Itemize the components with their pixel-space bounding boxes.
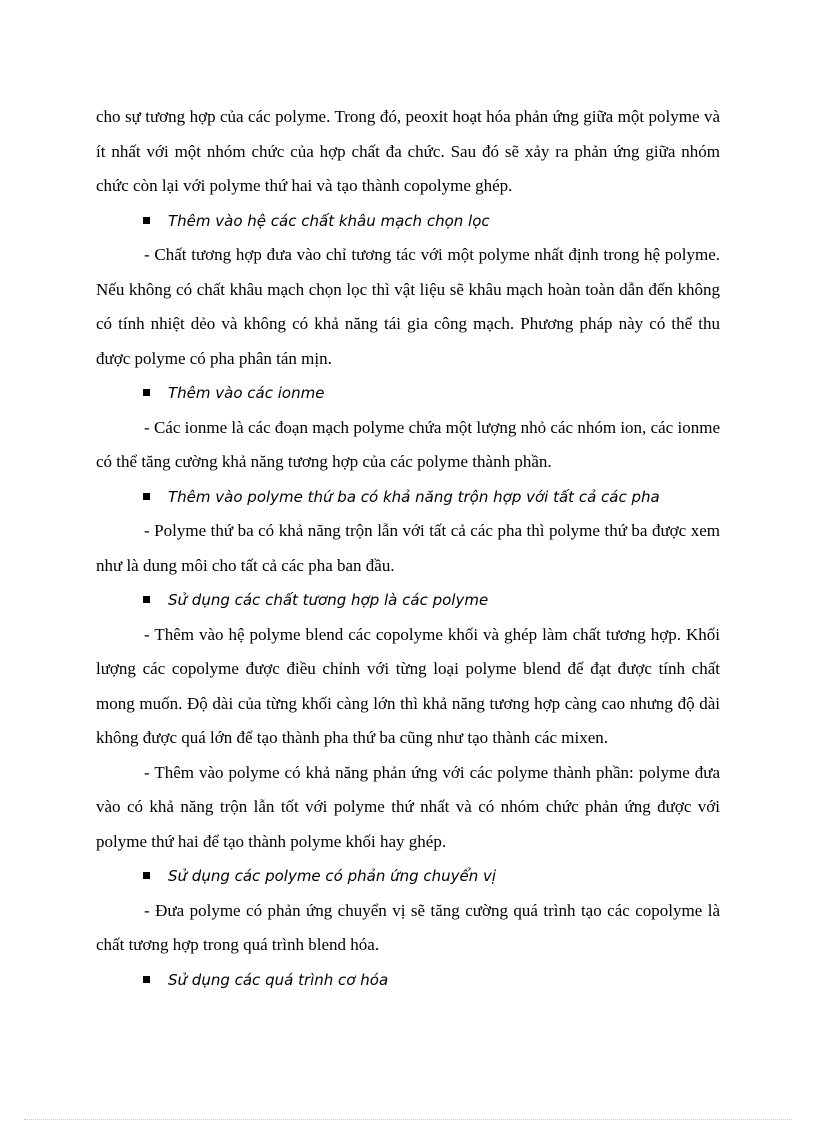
bullet-text: Thêm vào polyme thứ ba có khả năng trộn hợp với tất cả các pha [168,487,660,506]
paragraph-4: - Polyme thứ ba có khả năng trộn lẫn với tất cả các pha thì polyme thứ ba được xem như là dung môi cho tất cả các pha ban đầu. [96,521,720,575]
paragraph-6: - Thêm vào polyme có khả năng phản ứng với các polyme thành phần: polyme đưa vào có khả năng trộn lẫn tốt với polyme thứ nhất và có nhóm chức phản ứng được với polyme thứ hai để tạo thành polyme khối hay ghép. [96,762,720,851]
square-bullet-icon [143,217,150,224]
bullet-text: Sử dụng các polyme có phản ứng chuyển vị [168,867,497,885]
square-bullet-icon [143,493,150,500]
bullet-text: Thêm vào hệ các chất khâu mạch chọn lọc [168,211,490,230]
bullet-text: Sử dụng các chất tương hợp là các polyme [168,591,489,609]
square-bullet-icon [143,976,150,983]
bullet-item-1 [96,204,720,239]
bullet-item-2 [96,376,720,411]
paragraph-3: - Các ionme là các đoạn mạch polyme chứa một lượng nhỏ các nhóm ion, các ionme có thể tăng cường khả năng tương hợp của các polyme thành phần. [96,417,720,471]
paragraph-1: cho sự tương hợp của các polyme. Trong đó, peoxit hoạt hóa phản ứng giữa một polyme và ít nhất với một nhóm chức của hợp chất đa chức. Sau đó sẽ xảy ra phản ứng giữa nhóm chức còn lại với polyme thứ hai và tạo thành copolyme ghép. [96,107,720,195]
square-bullet-icon [143,596,150,603]
bullet-text: Sử dụng các quá trình cơ hóa [168,970,389,989]
paragraph-5: - Thêm vào hệ polyme blend các copolyme khối và ghép làm chất tương hợp. Khối lượng các copolyme được điều chỉnh với từng loại polyme blend để đạt được tính chất mong muốn. Độ dài của từng khối càng lớn thì khả năng tương hợp càng cao nhưng độ dài không được quá lớn để tạo thành pha thứ ba cũng như tạo thành các mixen. [96,624,720,747]
document-page [96,100,720,997]
bullet-item-6 [96,963,720,998]
page-bottom-divider [24,1119,792,1120]
bullet-item-3 [96,480,720,515]
square-bullet-icon [143,872,150,879]
paragraph-2: - Chất tương hợp đưa vào chỉ tương tác với một polyme nhất định trong hệ polyme. Nếu không có chất khâu mạch chọn lọc thì vật liệu sẽ khâu mạch hoàn toàn dẫn đến không có tính nhiệt dẻo và không có khả năng tái gia công mạch. Phương pháp này có thể thu được polyme có pha phân tán mịn. [96,245,720,368]
bullet-item-5 [96,859,720,894]
paragraph-7: - Đưa polyme có phản ứng chuyển vị sẽ tăng cường quá trình tạo các copolyme là chất tương hợp trong quá trình blend hóa. [96,900,720,954]
bullet-item-4 [96,583,720,618]
bullet-text: Thêm vào các ionme [168,384,325,402]
square-bullet-icon [143,389,150,396]
